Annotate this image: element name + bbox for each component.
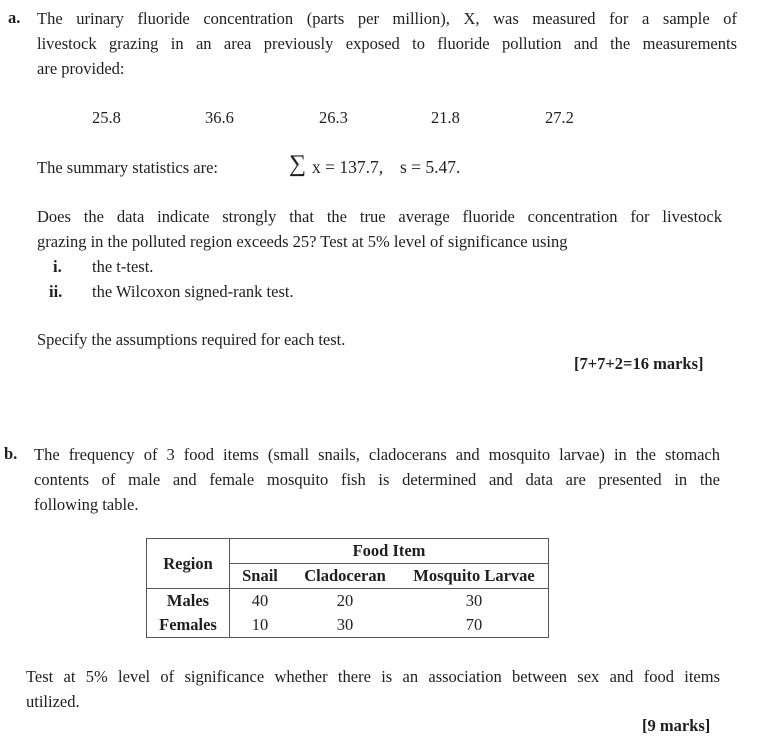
sd-expression: s = 5.47. <box>400 157 461 177</box>
table-header-row <box>147 539 549 564</box>
table-cell: 70 <box>400 613 549 638</box>
part-a-question-line-1: Does the data indicate strongly that the true average fluoride concentration for livestock <box>37 207 722 226</box>
part-b-intro-line-3: following table. <box>34 495 139 514</box>
test-number: ii. <box>49 282 63 301</box>
table-column-header: Snail <box>230 564 291 589</box>
part-a-marks: [7+7+2=16 marks] <box>574 354 704 373</box>
part-a-label: a. <box>8 8 21 27</box>
table-cell: 30 <box>290 613 400 638</box>
part-a-intro <box>37 6 737 81</box>
table-cell: 20 <box>290 589 400 614</box>
measurement-value: 26.3 <box>319 108 348 127</box>
table-column-header: Cladoceran <box>290 564 400 589</box>
summary-label: The summary statistics are: <box>37 158 218 177</box>
table-group-header: Food Item <box>230 539 549 564</box>
sum-symbol: ∑ <box>289 151 307 177</box>
part-a-intro-line-2: livestock grazing in an area previously exposed to fluoride pollution and the measurements <box>37 34 737 53</box>
part-b-marks: [9 marks] <box>642 716 711 735</box>
table-column-header: Mosquito Larvae <box>400 564 549 589</box>
food-item-table <box>146 538 549 638</box>
part-a-question <box>37 204 722 254</box>
part-a-intro-line-1: The urinary fluoride concentration (parts per million), X, was measured for a sample of <box>37 9 737 28</box>
test-number: i. <box>53 257 62 276</box>
sum-expression: x = 137.7, <box>312 157 384 177</box>
part-b-intro-line-2: contents of male and female mosquito fish is determined and data are presented in the <box>34 470 720 489</box>
test-text: the t-test. <box>92 257 154 276</box>
table-row <box>147 589 549 614</box>
table-corner-header: Region <box>147 539 230 589</box>
measurement-value: 27.2 <box>545 108 574 127</box>
part-b-intro-line-1: The frequency of 3 food items (small snails, cladocerans and mosquito larvae) in the stomach <box>34 445 720 464</box>
part-a-intro-line-3: are provided: <box>37 59 125 78</box>
table-cell: 40 <box>230 589 291 614</box>
part-a-question-line-2: grazing in the polluted region exceeds 25? Test at 5% level of significance using <box>37 232 568 251</box>
assumptions-text: Specify the assumptions required for each test. <box>37 330 346 349</box>
test-text: the Wilcoxon signed-rank test. <box>92 282 294 301</box>
part-b-intro <box>34 442 720 517</box>
measurement-value: 21.8 <box>431 108 460 127</box>
table-row-label: Males <box>147 589 230 614</box>
table-row-label: Females <box>147 613 230 638</box>
part-b-question-line-2: utilized. <box>26 692 80 711</box>
measurement-value: 36.6 <box>205 108 234 127</box>
part-b-question <box>26 664 720 714</box>
table-row <box>147 613 549 638</box>
part-b-question-line-1: Test at 5% level of significance whether there is an association between sex and food items <box>26 667 720 686</box>
table-cell: 10 <box>230 613 291 638</box>
measurement-value: 25.8 <box>92 108 121 127</box>
table-cell: 30 <box>400 589 549 614</box>
part-b-label: b. <box>4 444 18 463</box>
